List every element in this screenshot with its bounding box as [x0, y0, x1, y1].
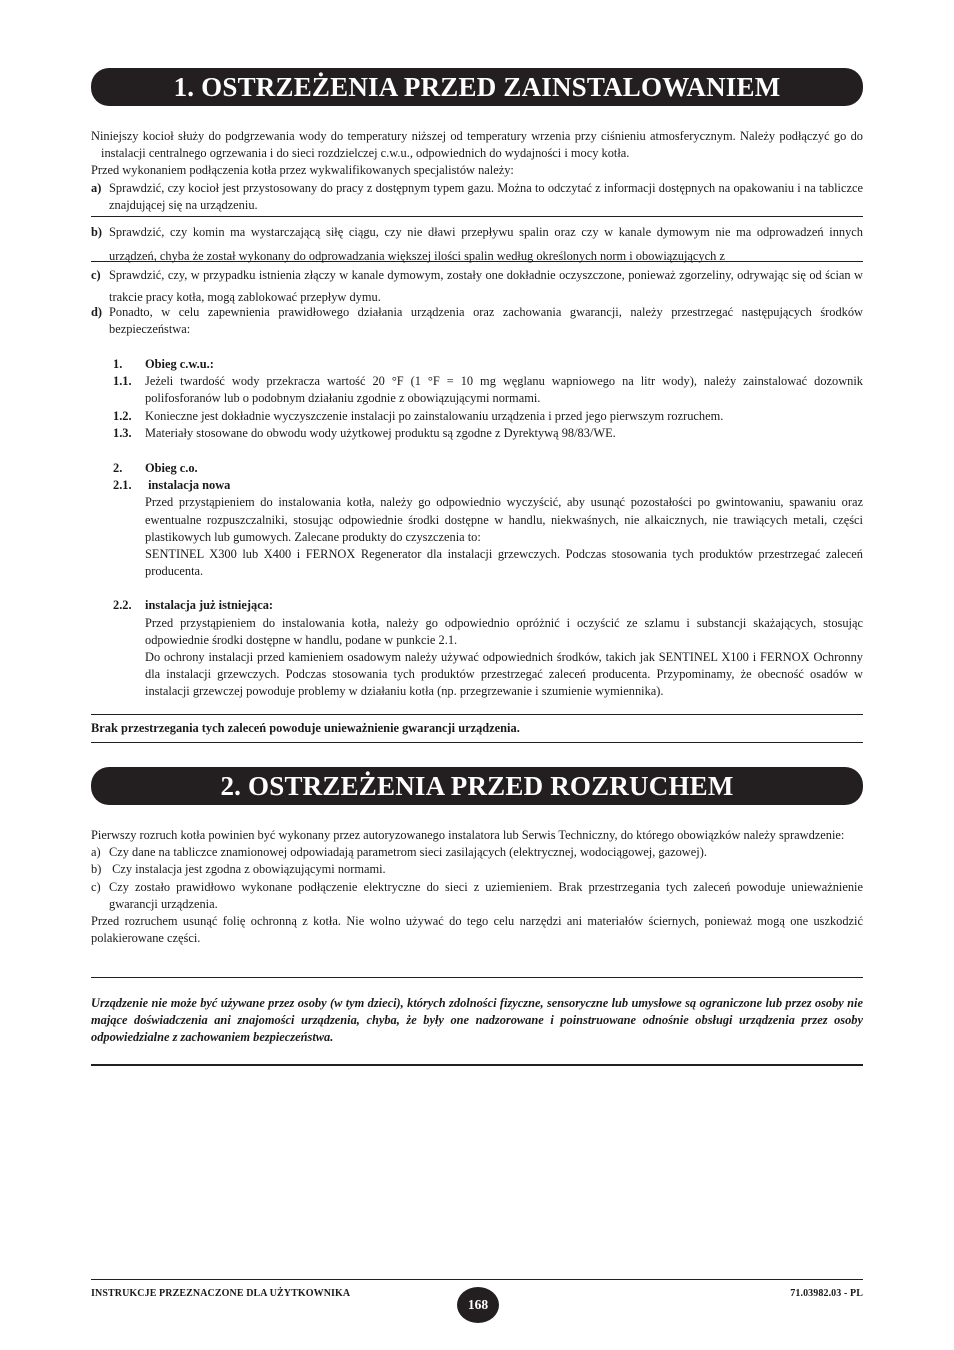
check-item-c: [91, 879, 863, 913]
cwu-heading: Obieg c.w.u.:: [145, 357, 214, 371]
section-2-outro: Przed rozruchem usunąć folię ochronną z kotła. Nie wolno używać do tego celu narzędzi ani materiałów ściernych, ponieważ mogą one uszkodzić polakierowane części.: [91, 914, 863, 946]
list-text: Sprawdzić, czy kocioł jest przystosowany do pracy z dostępnym typem gazu. Można to odczytać z informacji dostępnych na opakowaniu i na tabliczce znajdującej się na urządzeniu.: [109, 180, 863, 212]
list-item-c: [91, 264, 863, 308]
list-text: Czy dane na tabliczce znamionowej odpowiadają parametrom sieci zasilających (elektrycznej, wodociągowej, gazowej).: [109, 845, 707, 860]
intro-paragraph-2: Przed wykonaniem podłączenia kotła przez wykwalifikowanych specjalistów należy:: [91, 163, 514, 178]
co-sub1-text: Przed przystąpieniem do instalowania kotła, należy go odpowiednio wyczyścić, aby usunąć pozostałości po gwintowaniu, spawaniu oraz ewentualne rozpuszczalniki, stosując odpowiednie środki dostępne w handlu, niekwaśnych, nie alkaicznych, nie trawiących metali, części plastikowych lub gumowych. Zalecane produkty do czyszczenia to:: [145, 495, 863, 544]
safety-note: Urządzenie nie może być używane przez osoby (w tym dzieci), których zdolności fizyczne, sensoryczne lub umysłowe są ograniczone lub przez osoby nie mające doświadczenia ani znajomości urządzenia, chyba, że były one nadzorowane i poinstruowane odnośnie obsługi urządzenia przez osoby odpowiedzialne z zachowaniem bezpieczeństwa.: [91, 996, 863, 1045]
divider: [91, 714, 863, 715]
list-text: Czy zostało prawidłowo wykonane podłączenie elektryczne do sieci z uziemieniem. Brak przestrzegania tych zaleceń powoduje unieważnienie gwarancji urządzenia.: [109, 879, 863, 911]
section-1-intro: [91, 128, 863, 214]
list-label: c): [91, 268, 101, 282]
check-item-b: [91, 861, 863, 878]
list-label: b): [91, 862, 102, 877]
list-label: b): [91, 225, 103, 239]
co-sub2-heading: instalacja już istniejąca:: [145, 598, 274, 613]
divider: [91, 742, 863, 743]
cwu-item-num: 1.2.: [113, 408, 132, 423]
list-label: a): [91, 845, 101, 860]
cwu-item-text: Konieczne jest dokładnie wyczyszczenie instalacji po zainstalowaniu urządzenia i przed jego pierwszym rozruchem.: [145, 408, 724, 423]
intro-paragraph: Niniejszy kocioł służy do podgrzewania wody do temperatury niższej od temperatury wrzenia przy ciśnieniu atmosferycznym. Należy podłączyć go do instalacji centralnego ogrzewania i do sieci rozdzielczej c.w.u., odpowiednich do wydajności i mocy kotła.: [91, 129, 863, 161]
cwu-item-num: 1.3.: [113, 425, 132, 440]
list-text: Sprawdzić, czy komin ma wystarczającą siłę ciągu, czy nie dławi przepływu spalin oraz czy w kanale dymowym nie ma odprowadzeń innych urządzeń, chyba że został wykonany do odprowadzania większej ilości spalin według określonych norm i obowiązujących z: [109, 225, 863, 263]
co-sub2-num: 2.2.: [113, 598, 132, 613]
co-heading: Obieg c.o.: [145, 461, 198, 475]
section-2-intro: Pierwszy rozruch kotła powinien być wykonany przez autoryzowanego instalatora lub Serwis Techniczny, do którego obowiązków należy sprawdzenie:: [91, 828, 845, 842]
co-num: 2.: [113, 461, 123, 475]
section-1-title: 1. OSTRZEŻENIA PRZED ZAINSTALOWANIEM: [91, 68, 863, 106]
co-sub2-text: Przed przystąpieniem do instalowania kotła, należy go odpowiednio opróżnić i oczyścić ze szlamu i substancji skażających, stosując odpowiednie środki dostępne w handlu, podane w punkcie 2.1.: [145, 615, 863, 647]
cwu-item: [91, 373, 863, 407]
check-item-a: [91, 844, 863, 861]
list-item-a: [91, 180, 863, 214]
page-number: 168: [457, 1287, 499, 1323]
cwu-item-text: Jeżeli twardość wody przekracza wartość 20 °F (1 °F = 10 mg węglanu wapniowego na litr wody), należy zainstalować dozownik polifosforanów lub o podobnym działaniu zgodnie z obowiązującymi normami.: [145, 374, 863, 406]
co-sub2-text-2: Do ochrony instalacji przed kamieniem osadowym należy używać odpowiednich środków, takich jak SENTINEL X100 i FERNOX Ochronny dla instalacji grzewczych. Podczas stosowania tych produktów przestrzegać zaleceń producenta. Przypominamy, że obecność osadów w instalacji grzewczej powoduje problemy w działaniu kotła (np. przegrzewanie i szumienie wymiennika).: [145, 650, 863, 699]
divider: [91, 977, 863, 978]
list-label: c): [91, 879, 101, 894]
cwu-item-text: Materiały stosowane do obwodu wody użytkowej produktu są zgodne z Dyrektywą 98/83/WE.: [145, 425, 616, 440]
list-item-d: [91, 304, 863, 338]
co-section: [91, 460, 863, 701]
co-sub2-heading-row: [91, 597, 863, 614]
co-heading-row: [91, 460, 863, 477]
cwu-item: [91, 425, 863, 442]
footer-doc-code: 71.03982.03 - PL: [790, 1288, 863, 1299]
section-2-body: [91, 827, 863, 947]
cwu-section: [91, 356, 863, 442]
divider: [91, 1064, 863, 1066]
cwu-item: [91, 408, 863, 425]
section-2-title: 2. OSTRZEŻENIA PRZED ROZRUCHEM: [91, 767, 863, 805]
warranty-note: Brak przestrzegania tych zaleceń powoduje unieważnienie gwarancji urządzenia.: [91, 721, 520, 735]
divider: [91, 261, 863, 262]
cwu-heading-row: [91, 356, 863, 373]
footer-rule: [91, 1279, 863, 1280]
divider: [91, 216, 863, 217]
co-sub1-heading-row: [91, 477, 863, 494]
co-sub1-text-2: SENTINEL X300 lub X400 i FERNOX Regenerator dla instalacji grzewczych. Podczas stosowania tych produktów przestrzegać zaleceń producenta.: [145, 547, 863, 579]
cwu-num: 1.: [113, 357, 123, 371]
list-text: Ponadto, w celu zapewnienia prawidłowego działania urządzenia oraz zachowania gwarancji, należy przestrzegać następujących środków bezpieczeństwa:: [109, 305, 863, 337]
cwu-item-num: 1.1.: [113, 374, 132, 389]
list-text: Czy instalacja jest zgodna z obowiązującymi normami.: [109, 862, 386, 877]
footer-left-text: INSTRUKCJE PRZEZNACZONE DLA UŻYTKOWNIKA: [91, 1288, 351, 1299]
list-label: a): [91, 180, 102, 195]
list-label: d): [91, 305, 103, 319]
co-sub1-heading: instalacja nowa: [145, 478, 231, 493]
co-sub1-num: 2.1.: [113, 478, 132, 493]
list-text: Sprawdzić, czy, w przypadku istnienia złączy w kanale dymowym, zostały one dokładnie oczyszczone, ponieważ zgorzeliny, odrywając się od ścian w trakcie pracy kotła, mogą zablokować przepływ dymu.: [109, 268, 863, 304]
